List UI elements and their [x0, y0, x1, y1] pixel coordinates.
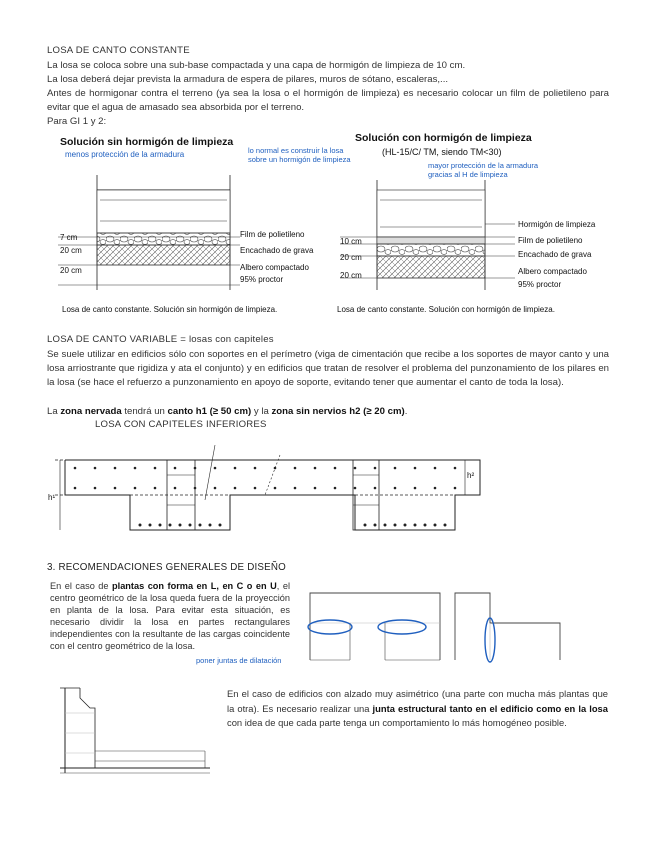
- figure-caption: Losa de canto constante. Solución sin hormigón de limpieza.: [62, 305, 278, 314]
- handwritten-note: mayor protección de la armadura: [428, 161, 539, 170]
- paragraph-alzado: En el caso de edificios con alzado muy asimétrico (una parte con mucha más plantas que la otra). Es necesario realizar una junta estructural tanto en el edificio como en la losa con idea de que cada parte tenga un comportamiento lo más homogéneo posible.: [227, 688, 608, 728]
- handwritten-note: lo normal es construir la losa: [248, 146, 344, 155]
- handwritten-note: poner juntas de dilatación: [196, 656, 282, 665]
- dimension-label: 20 cm: [60, 266, 82, 275]
- dimension-label: 7 cm: [60, 233, 78, 242]
- layer-label: Film de polietileno: [518, 236, 583, 245]
- layer-label: 95% proctor: [518, 280, 562, 289]
- layer-label: 95% proctor: [240, 275, 284, 284]
- handwritten-note: sobre un hormigón de limpieza: [248, 155, 351, 164]
- layer-label: Albero compactado: [518, 267, 587, 276]
- section-heading-recomendaciones: 3. RECOMENDACIONES GENERALES DE DISEÑO: [47, 562, 286, 573]
- paragraph: Antes de hormigonar contra el terreno (ya sea la losa o el hormigón de limpieza) es necesario colocar un film de polietileno para evitar que el agua de amasado sea absorbida por el terreno.: [47, 88, 609, 113]
- dimension-label-h1: h¹: [48, 493, 56, 502]
- dimension-label-h2: h²: [467, 471, 475, 480]
- layer-label: Encachado de grava: [240, 246, 314, 255]
- figure-title: Solución sin hormigón de limpieza: [60, 136, 234, 148]
- layer-label: Hormigón de limpieza: [518, 220, 596, 229]
- section-heading-canto-variable: LOSA DE CANTO VARIABLE = losas con capiteles: [47, 334, 274, 345]
- slab-section-diagram-2: [335, 175, 635, 300]
- paragraph-zonas: La zona nervada tendrá un canto h1 (≥ 50 cm) y la zona sin nervios h2 (≥ 20 cm).: [47, 406, 408, 417]
- paragraph: Se suele utilizar en edificios sólo con soportes en el perímetro (viga de cimentación que recibe a los soportes de mayor canto y una losa arriostrante que rigidiza y ata el conjunto) y en edificios que tratan de resolver el problema del punzonamiento de los pilares en la losa (se hace el refuerzo a punzonamiento en apoyo de soporte, evitando tener que aumentar el canto de toda la losa).: [47, 349, 609, 388]
- dimension-label: 20 cm: [340, 253, 362, 262]
- section-heading-canto-constante: LOSA DE CANTO CONSTANTE: [47, 45, 190, 56]
- capiteles-section-diagram: [55, 430, 495, 545]
- layer-label: Albero compactado: [240, 263, 309, 272]
- paragraph: La losa deberá dejar prevista la armadura de espera de pilares, muros de sótano, escaleras,...: [47, 74, 449, 85]
- handwritten-note: menos protección de la armadura: [65, 150, 185, 159]
- elevation-diagram: [55, 683, 215, 783]
- figure-title: LOSA CON CAPITELES INFERIORES: [95, 419, 267, 430]
- figure-title: Solución con hormigón de limpieza: [355, 132, 532, 144]
- dimension-label: 20 cm: [340, 271, 362, 280]
- layer-label: Film de polietileno: [240, 230, 305, 239]
- figure-caption: Losa de canto constante. Solución con hormigón de limpieza.: [337, 305, 555, 314]
- layer-label: Encachado de grava: [518, 250, 592, 259]
- paragraph-plantas: En el caso de plantas con forma en L, en C o en U, el centro geométrico de la losa queda fuera de la proyección en planta de la losa. Para evitar esta situación, es necesario dividir la losa en partes rectangulares independientes con la resultante de las cargas coincidente con el centro geométrico de la losa.: [50, 581, 290, 651]
- paragraph: Para GI 1 y 2:: [47, 116, 107, 127]
- dimension-label: 10 cm: [340, 237, 362, 246]
- handwritten-note: gracias al H de limpieza: [428, 170, 508, 179]
- figure-subtitle: (HL-15/C/ TM, siendo TM<30): [382, 147, 502, 157]
- paragraph: La losa se coloca sobre una sub-base compactada y una capa de hormigón de limpieza de 10 cm.: [47, 60, 466, 71]
- dimension-label: 20 cm: [60, 246, 82, 255]
- plan-shapes-diagram: [300, 585, 580, 665]
